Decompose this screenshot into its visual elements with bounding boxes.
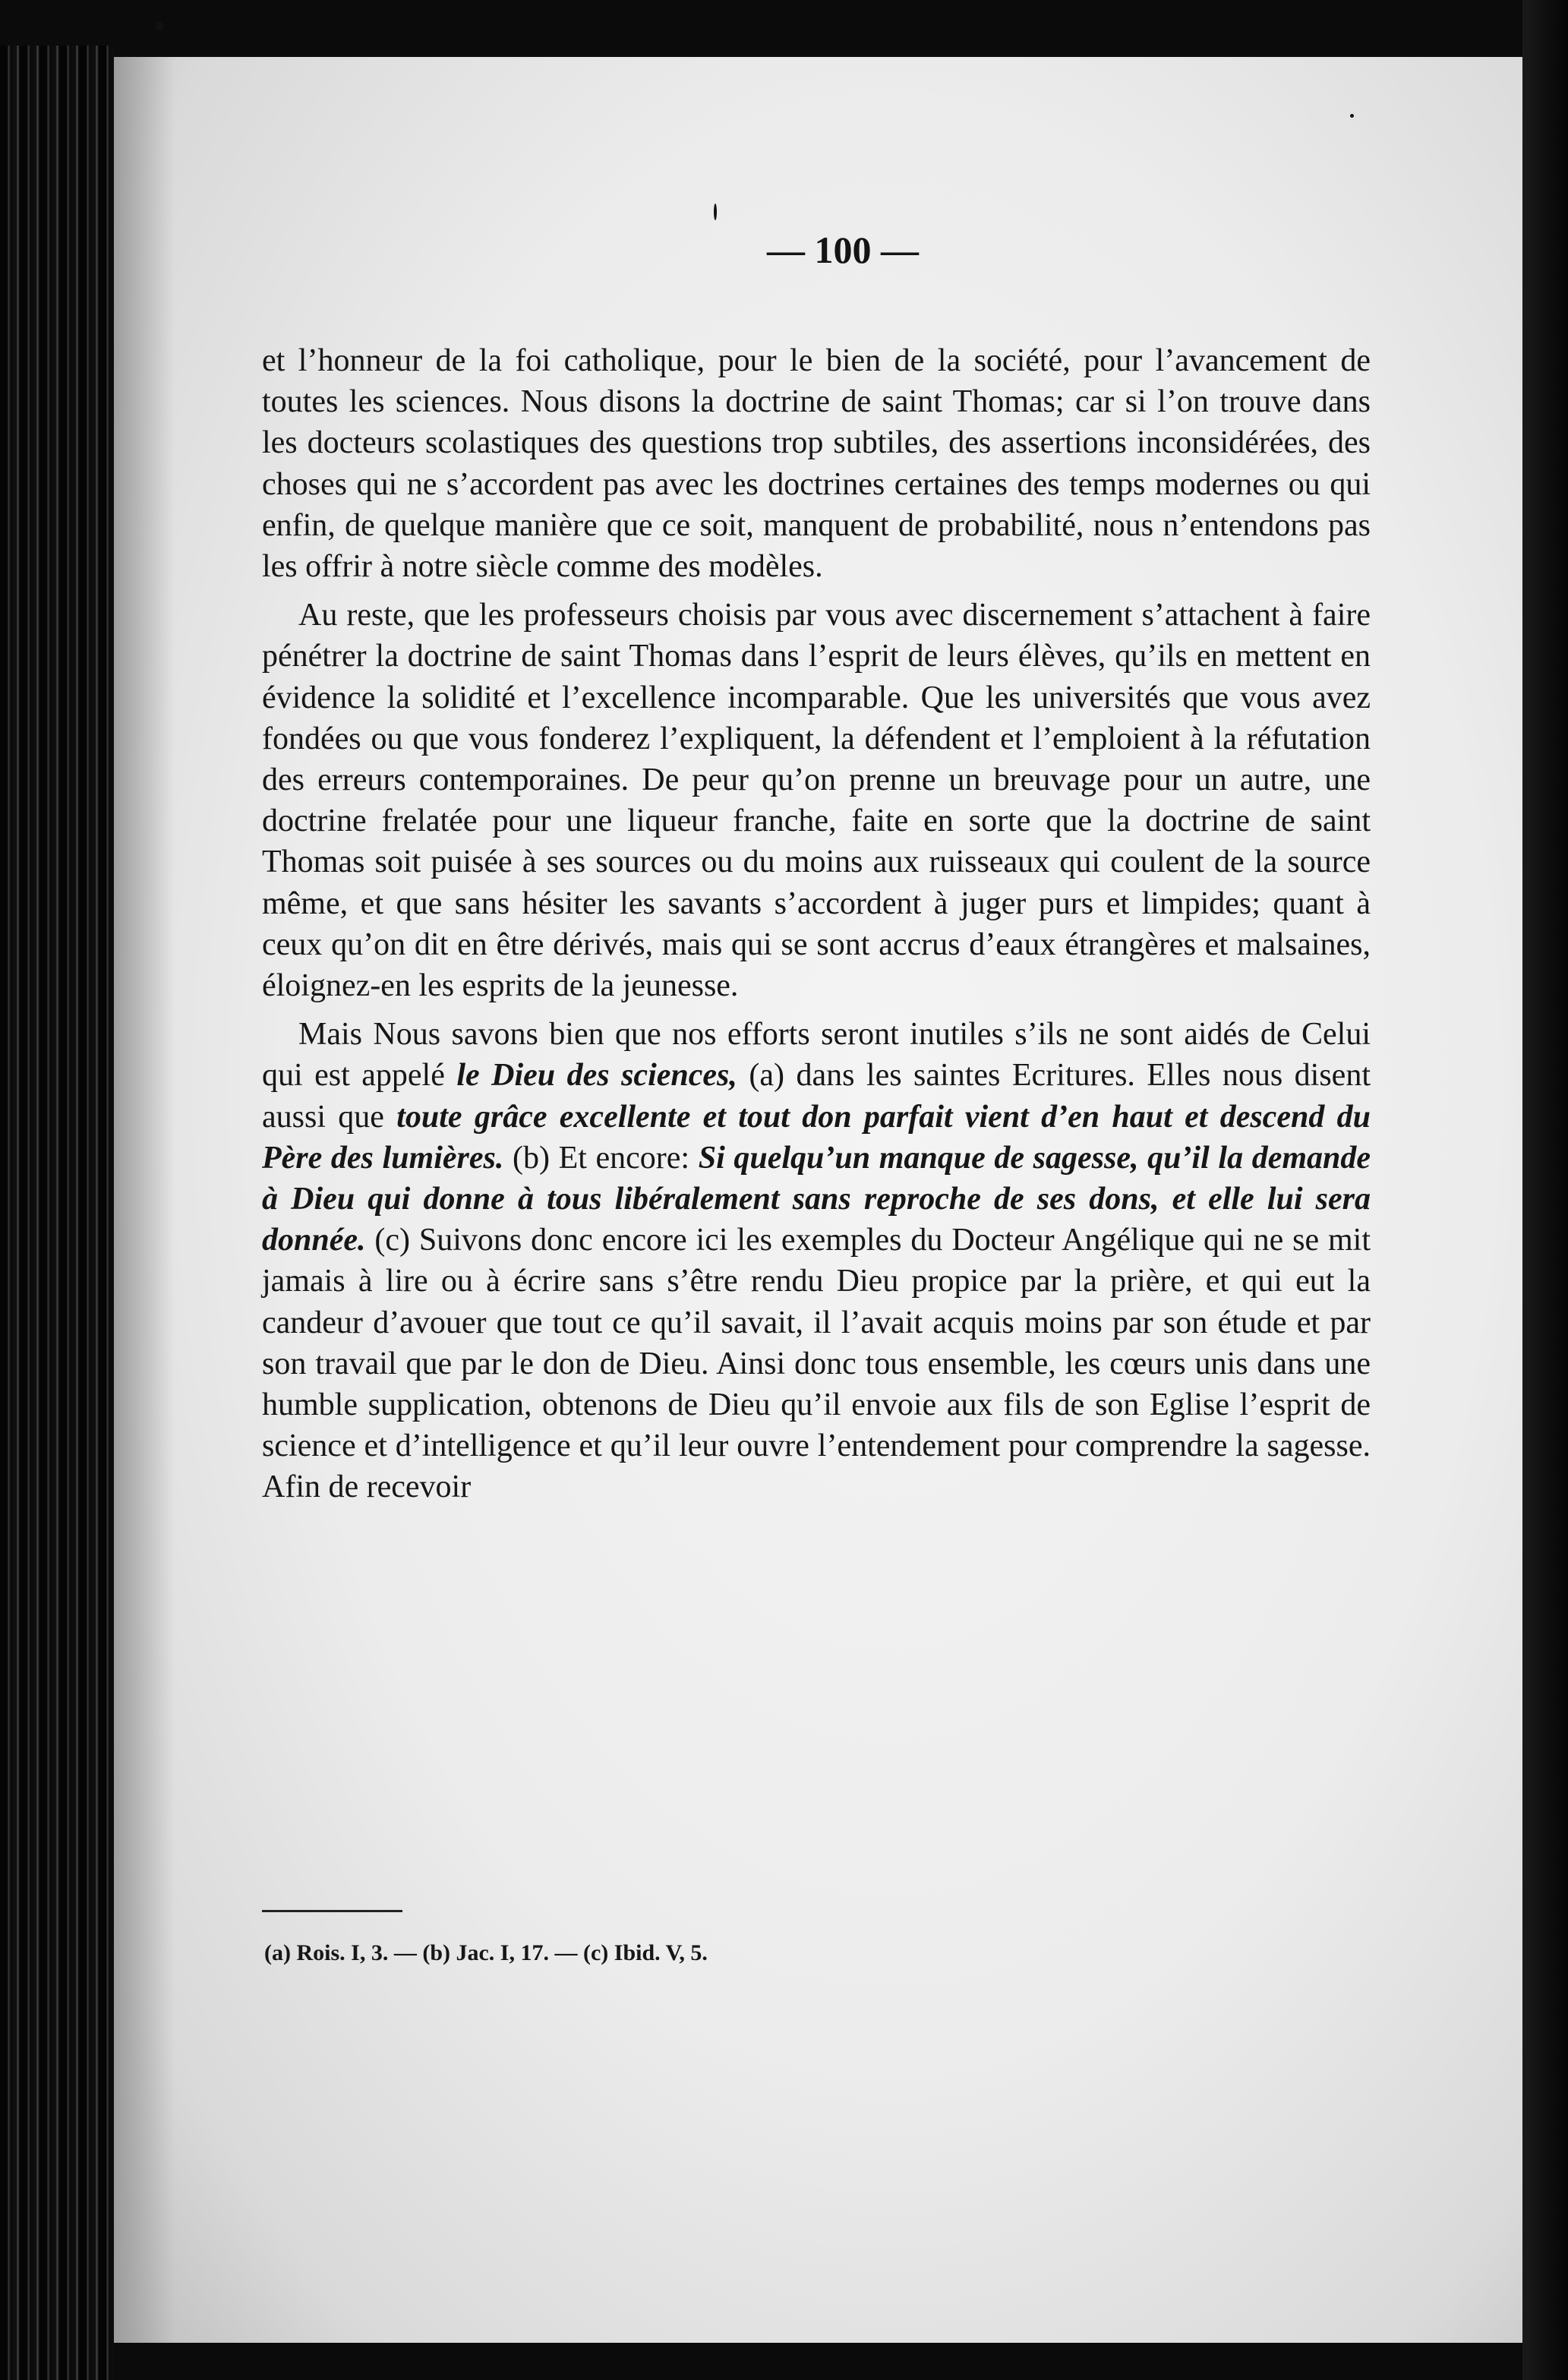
page-number: — 100 — bbox=[767, 229, 919, 271]
text-segment: (b) Et encore: bbox=[503, 1140, 699, 1176]
paragraph bbox=[262, 1014, 1371, 1507]
italic-quotation: toute grâce excellente et tout don parfait vient d’en haut et descend du Père des lumières. bbox=[262, 1099, 1371, 1176]
text-segment: Mais Nous savons bien que nos efforts seront inutiles s’ils ne sont aidés de Celui qui est appelé bbox=[262, 1017, 1371, 1094]
page-gutter-shadow bbox=[114, 57, 175, 2343]
body-text bbox=[262, 340, 1371, 1516]
book-binding bbox=[0, 46, 114, 2380]
paragraph bbox=[262, 595, 1371, 1006]
scan-speck bbox=[1350, 114, 1354, 118]
italic-quotation: Si quelqu’un manque de sagesse, qu’il la demande à Dieu qui donne à tous libéralement sans reproche de ses dons, et elle lui sera donnée. bbox=[262, 1140, 1371, 1258]
italic-quotation: le Dieu des sciences, bbox=[456, 1058, 737, 1094]
footnotes: (a) Rois. I, 3. — (b) Jac. I, 17. — (c) Ibid. V, 5. bbox=[264, 1940, 708, 1965]
right-edge-shadow bbox=[1522, 0, 1568, 2380]
text-segment: et l’honneur de la foi catholique, pour le bien de la société, pour l’avancement de toutes les sciences. Nous disons la doctrine de saint Thomas; car si l’on trouve dans les docteurs scolastiques des questions trop subtiles, des assertions inconsidérées, des choses qui ne s’accordent pas avec les doctrines certaines des temps modernes ou qui enfin, de quelque manière que ce soit, manquent de probabilité, nous n’entendons pas les offrir à notre siècle comme des modèles. bbox=[262, 343, 1371, 585]
text-segment: (c) Suivons donc encore ici les exemples du Docteur Angélique qui ne se mit jamais à lire ou à écrire sans s’être rendu Dieu propice par la prière, et qui eut la candeur d’avouer que tout ce qu’il savait, il l’avait acquis moins par son étude et par son travail que par le don de Dieu. Ainsi donc tous ensemble, les cœurs unis dans une humble supplication, obtenons de Dieu qu’il envoie aux fils de son Eglise l’esprit de science et d’intelligence et qu’il leur ouvre l’entendement pour comprendre la sagesse. Afin de recevoir bbox=[262, 1223, 1371, 1505]
scan-speck bbox=[156, 21, 163, 30]
text-segment: (a) dans les saintes Ecritures. Elles nous disent aussi que bbox=[262, 1058, 1371, 1135]
text-segment: Au reste, que les professeurs choisis par vous avec discernement s’attachent à faire pénétrer la doctrine de saint Thomas dans l’esprit de leurs élèves, qu’ils en mettent en évidence la solidité et l’excellence incomparable. Que les universités que vous avez fondées ou que vous fonderez l’expliquent, la défendent et l’emploient à la réfutation des erreurs contemporaines. De peur qu’on prenne un breuvage pour un autre, une doctrine frelatée pour une liqueur franche, faite en sorte que la doctrine de saint Thomas soit puisée à ses sources ou du moins aux ruisseaux qui coulent de la source même, et que sans hésiter les savants s’accordent à juger purs et limpides; quant à ceux qu’on dit en être dérivés, mais qui se sont accrus d’eaux étrangères et malsaines, éloignez-en les esprits de la jeunesse. bbox=[262, 598, 1371, 1004]
footnote-separator bbox=[262, 1910, 402, 1912]
scan-speck bbox=[714, 204, 717, 220]
paragraph bbox=[262, 340, 1371, 587]
